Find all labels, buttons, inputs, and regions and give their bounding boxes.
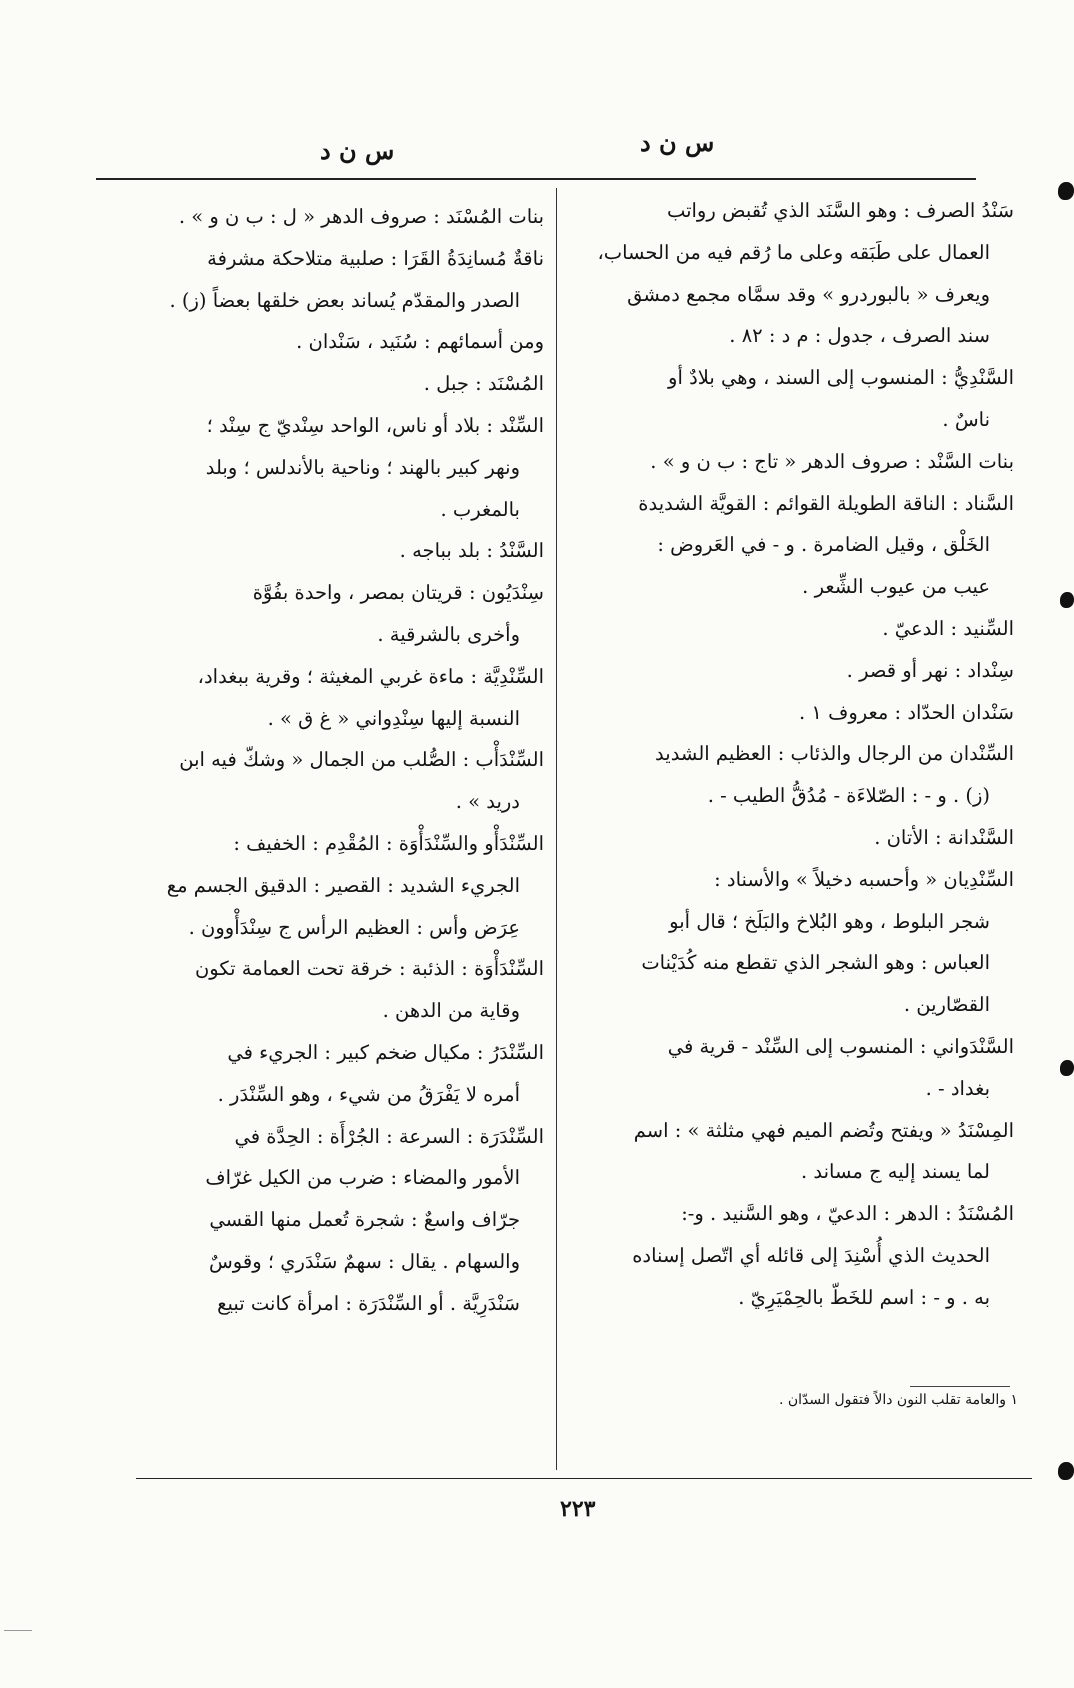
entry-line: شجر البلوط ، وهو البُلاخ والبَلَخ ؛ قال أبو — [669, 909, 990, 933]
entry-line: السَّناد : الناقة الطويلة القوائم : القويَّة الشديدة — [638, 491, 1014, 515]
entry-line: العمال على طَبَقه وعلى ما رُقم فيه من الحساب، — [597, 240, 990, 264]
running-header-left: س ن د — [320, 136, 395, 165]
entry-line: سند الصرف ، جدول : م د : ٨٢ . — [729, 324, 990, 348]
footnote-rule — [910, 1386, 1010, 1387]
binding-hole-mark — [1060, 1060, 1074, 1076]
entry-line: ونهر كبير بالهند ؛ وناحية بالأندلس ؛ وبلد — [205, 455, 520, 479]
entry-line: أمره لا يَفْرَقُ من شيء ، وهو السِّنْدَر . — [217, 1082, 520, 1106]
entry-line: السِّنْدِيَّة : ماءة غربي المغيثة ؛ وقرية ببغداد، — [197, 664, 544, 688]
left-column — [106, 196, 544, 1325]
bottom-rule — [136, 1478, 1032, 1479]
entry-line: الخَلْق ، وقيل الضامرة . و - في العَروض : — [657, 533, 990, 557]
binding-hole-mark — [1058, 1462, 1074, 1480]
entry-line: عيب من عيوب الشِّعر . — [802, 575, 990, 599]
entry-line: جرّاف واسعٌ : شجرة تُعمل منها القسي — [209, 1208, 520, 1232]
entry-line: المِسْنَدُ « ويفتح وتُضم الميم فهي مثلثة » : اسم — [633, 1118, 1014, 1142]
entry-line: السِّنيد : الدعيّ . — [882, 616, 1014, 640]
entry-line: دريد » . — [455, 790, 520, 814]
entry-line: السِّنْد : بلاد أو ناس، الواحد سِنْديّ ج سِنْد ؛ — [206, 413, 544, 437]
entry-line: لما يسند إليه ج مساند . — [800, 1160, 990, 1184]
entry-line: ويعرف « بالبوردرو » وقد سمَّاه مجمع دمشق — [627, 282, 990, 306]
footnote: ١ والعامة تقلب النون دالاً فتقول السدّان . — [778, 1392, 1018, 1408]
entry-line: المُسْنَد : جبل . — [423, 372, 544, 396]
entry-line: ناقةٌ مُسانِدَةُ القَرَا : صلبية متلاحكة مشرفة — [207, 246, 544, 270]
entry-line: الصدر والمقدّم يُساند بعض خلقها بعضاً (ز) . — [169, 288, 520, 312]
entry-line: السَّنْدانة : الأتان . — [874, 825, 1014, 849]
entry-line: السِّنْدَرُ : مكيال ضخم كبير : الجريء في — [227, 1040, 544, 1064]
entry-line: السِّنْدَأْو والسِّنْدَأْوَة : المُقْدِم : الخفيف : — [233, 831, 544, 855]
entry-line: الأمور والمضاء : ضرب من الكيل غرّاف — [205, 1166, 520, 1190]
entry-line: القصّارين . — [903, 993, 990, 1017]
binding-hole-mark — [1058, 182, 1074, 200]
running-header-right: س ن د — [640, 128, 715, 157]
entry-line: الجريء الشديد : القصير : الدقيق الجسم مع — [166, 873, 520, 897]
entry-line: السَّنْدُ : بلد بباجه . — [399, 539, 544, 563]
entry-line: والسهام . يقال : سهمٌ سَنْدَري ؛ وقوسٌ — [209, 1249, 520, 1273]
entry-line: به . و - : اسم للخَطّ بالحِمْيَرِيّ . — [738, 1285, 990, 1309]
entry-line: العباس : وهو الشجر الذي تقطع منه كُدَيْنات — [641, 951, 990, 975]
entry-line: سِنْدَيُون : قريتان بمصر ، واحدة بفُوَّة — [252, 581, 544, 605]
binding-hole-mark — [1060, 592, 1074, 608]
entry-line: وقاية من الدهن . — [382, 999, 520, 1023]
right-column — [566, 190, 1014, 1319]
entry-line: عِرَض وأس : العظيم الرأس ج سِنْدَأْوون . — [188, 915, 520, 939]
entry-line: سِنْداد : نهر أو قصر . — [846, 658, 1014, 682]
page-number: ٢٢٣ — [560, 1496, 596, 1522]
entry-line: السِّنْدان من الرجال والذئاب : العظيم الشديد — [655, 742, 1014, 766]
entry-line: بالمغرب . — [440, 497, 520, 521]
entry-line: بنات المُسْنَد : صروف الدهر « ل : ب ن و » . — [178, 205, 544, 228]
scan-speck — [4, 1630, 32, 1631]
entry-line: وأخرى بالشرقية . — [377, 622, 520, 646]
entry-line: ناسٌ . — [942, 407, 990, 431]
entry-line: ومن أسمائهم : سُنَيد ، سَنْدان . — [296, 330, 544, 354]
entry-line: سَنْدان الحدّاد : معروف ١ . — [799, 700, 1014, 724]
entry-line: بنات السَّنْد : صروف الدهر « تاج : ب ن و » . — [650, 449, 1014, 473]
entry-line: السِّنْدَأْوَة : الذئبة : خرقة تحت العمامة تكون — [194, 957, 544, 981]
entry-line: السَّنْدِيُّ : المنسوب إلى السند ، وهي بلادٌ أو — [668, 366, 1014, 390]
top-rule — [96, 178, 976, 180]
entry-line: النسبة إليها سِنْدِواني « غ ق » . — [267, 706, 520, 730]
entry-line: السَّنْدَواني : المنسوب إلى السِّنْد - قرية في — [667, 1034, 1014, 1058]
entry-line: السِّنْدَأْب : الصُّلب من الجمال « وشكّ فيه ابن — [179, 748, 544, 772]
entry-line: المُسْنَدُ : الدهر : الدعيّ ، وهو السَّنيد . و-: — [681, 1202, 1014, 1226]
entry-line: سَنْدُ الصرف : وهو السَّنَد الذي تُقبض رواتب — [666, 199, 1014, 222]
entry-line: سَنْدَرِيَّة . أو السِّنْدَرَة : امرأة كانت تبيع — [217, 1291, 520, 1315]
entry-line: السِّنْدَرَة : السرعة : الجُرْأَة : الحِدَّة في — [234, 1124, 544, 1148]
column-divider — [556, 188, 557, 1470]
entry-line: السِّنْدِيان « وأحسبه دخيلاً » والأسناد : — [714, 867, 1014, 891]
entry-line: بغداد - . — [925, 1076, 990, 1100]
entry-line: (ز) . و - : الصّلاءَة - مُدُقُّ الطيب - . — [707, 784, 990, 808]
entry-line: الحديث الذي أُسْنِدَ إلى قائله أي اتّصل إسناده — [632, 1243, 990, 1267]
